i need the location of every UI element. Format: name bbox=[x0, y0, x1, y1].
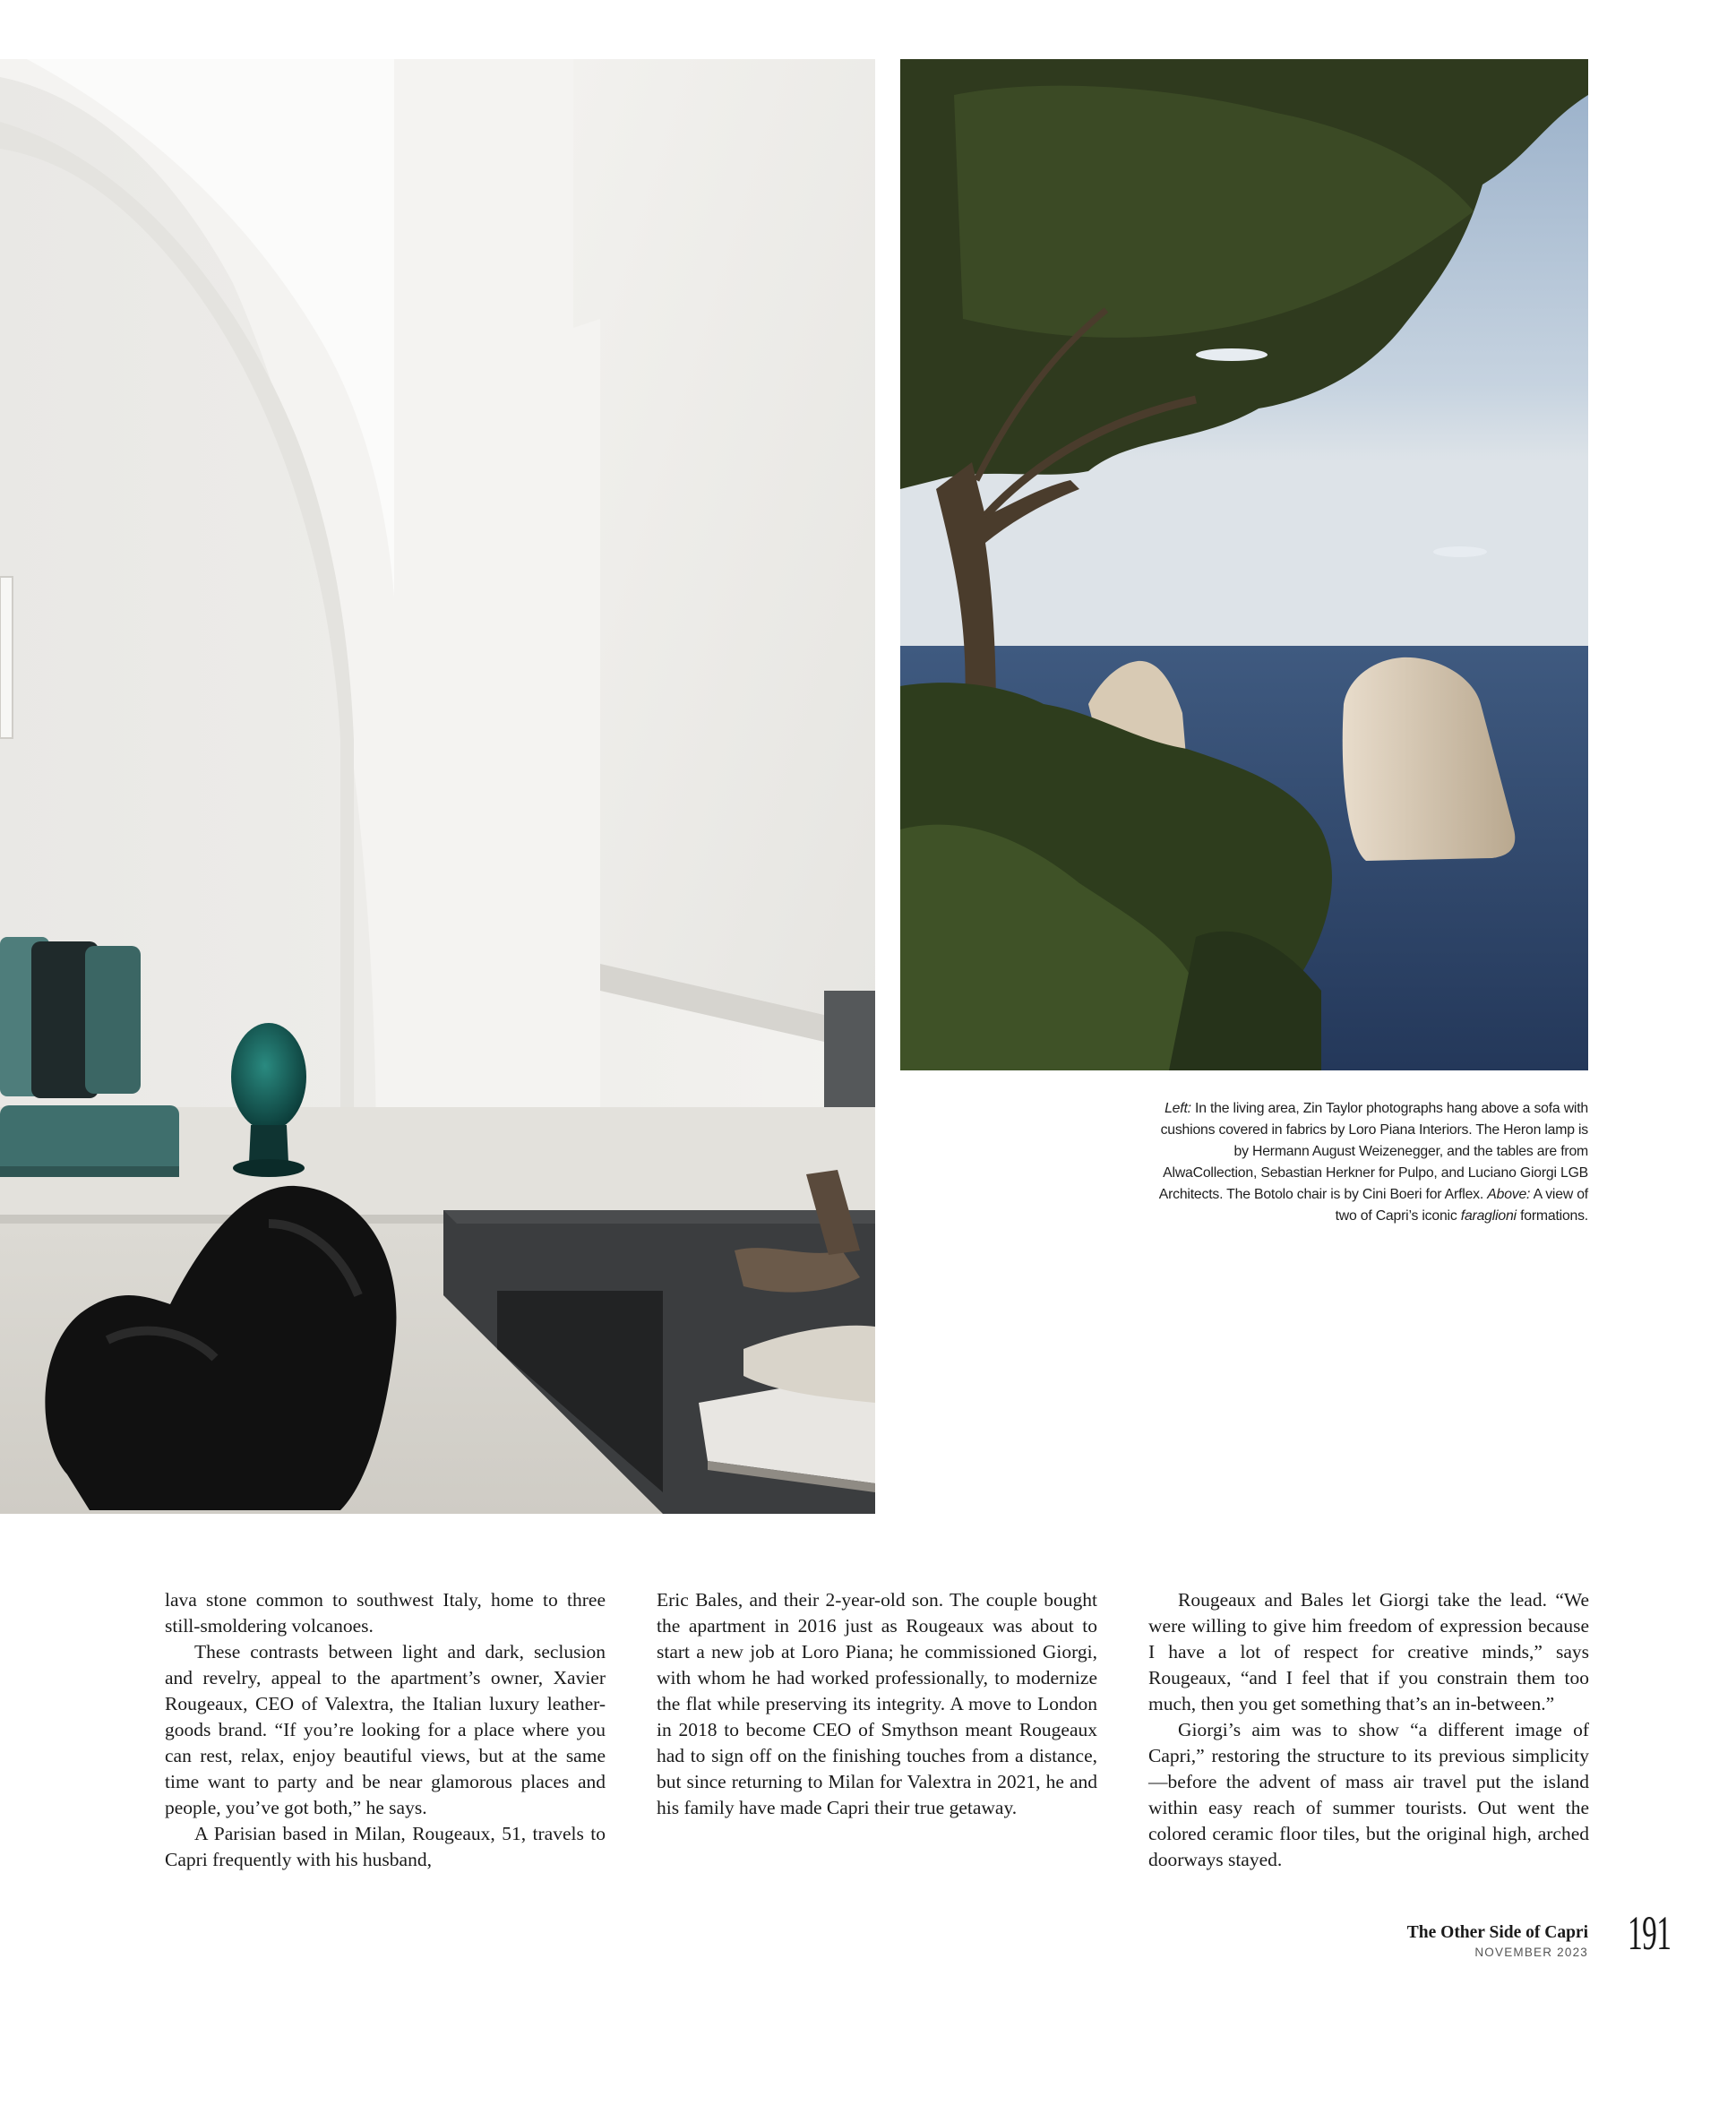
living-room-photo bbox=[0, 59, 875, 1514]
photo-caption bbox=[1156, 1098, 1588, 1227]
caption-left-label: Left: bbox=[1164, 1101, 1191, 1116]
running-footer-title: The Other Side of Capri bbox=[1406, 1923, 1588, 1942]
body-column-3 bbox=[1148, 1587, 1589, 1873]
paragraph: Giorgi’s aim was to show “a different image of Capri,” restoring the structure to its previous simplicity—before the advent of mass air travel put the island within easy reach of summer tourists. Out went the colored ceramic floor tiles, but the original high, arched doorways stayed. bbox=[1148, 1719, 1589, 1870]
issue-date: NOVEMBER 2023 bbox=[1474, 1946, 1588, 1959]
page-number: 191 bbox=[1628, 1906, 1672, 1960]
body-column-1 bbox=[165, 1587, 606, 1873]
caption-above-text: A view of two of Capri’s iconic bbox=[1335, 1187, 1588, 1224]
caption-above-label: Above: bbox=[1487, 1187, 1531, 1202]
faraglioni-view-photo bbox=[900, 59, 1588, 1070]
body-column-2 bbox=[657, 1587, 1097, 1821]
caption-above-text-end: formations. bbox=[1520, 1208, 1588, 1224]
paragraph: A Parisian based in Milan, Rougeaux, 51, travels to Capri frequently with his husband, bbox=[165, 1823, 606, 1870]
caption-left-text: In the living area, Zin Taylor photographs hang above a sofa with cushions covered in fabrics by Loro Piana Interiors. The Heron lamp is by Hermann August Weizenegger, and the tables are from AlwaCollection, Sebastian Herkner for Pulpo, and Luciano Giorgi LGB Architects. The Botolo chair is by Cini Boeri for Arflex. bbox=[1158, 1101, 1588, 1202]
paragraph: lava stone common to southwest Italy, home to three still-smoldering volcanoes. bbox=[165, 1589, 606, 1637]
paragraph: These contrasts between light and dark, seclusion and revelry, appeal to the apartment’s owner, Xavier Rougeaux, CEO of Valextra, the Italian luxury leather-goods brand. “If you’re looking for a place where you can rest, relax, enjoy beautiful views, but at the same time want to party and be near glamorous places and people, you’ve got both,” he says. bbox=[165, 1641, 606, 1818]
caption-above-italic: faraglioni bbox=[1460, 1208, 1517, 1224]
paragraph: Eric Bales, and their 2-year-old son. The couple bought the apartment in 2016 just as Rougeaux was about to start a new job at Loro Piana; he commissioned Giorgi, with whom he had worked professionally, to modernize the flat while preserving its integrity. A move to London in 2018 to become CEO of Smythson meant Rougeaux had to sign off on the finishing touches from a distance, but since returning to Milan for Valextra in 2021, he and his family have made Capri their true getaway. bbox=[657, 1589, 1097, 1818]
paragraph: Rougeaux and Bales let Giorgi take the lead. “We were willing to give him freedom of expression because I have a lot of respect for creative minds,” says Rougeaux, “and I feel that if you constrain them too much, then you get something that’s an in-between.” bbox=[1148, 1589, 1589, 1714]
